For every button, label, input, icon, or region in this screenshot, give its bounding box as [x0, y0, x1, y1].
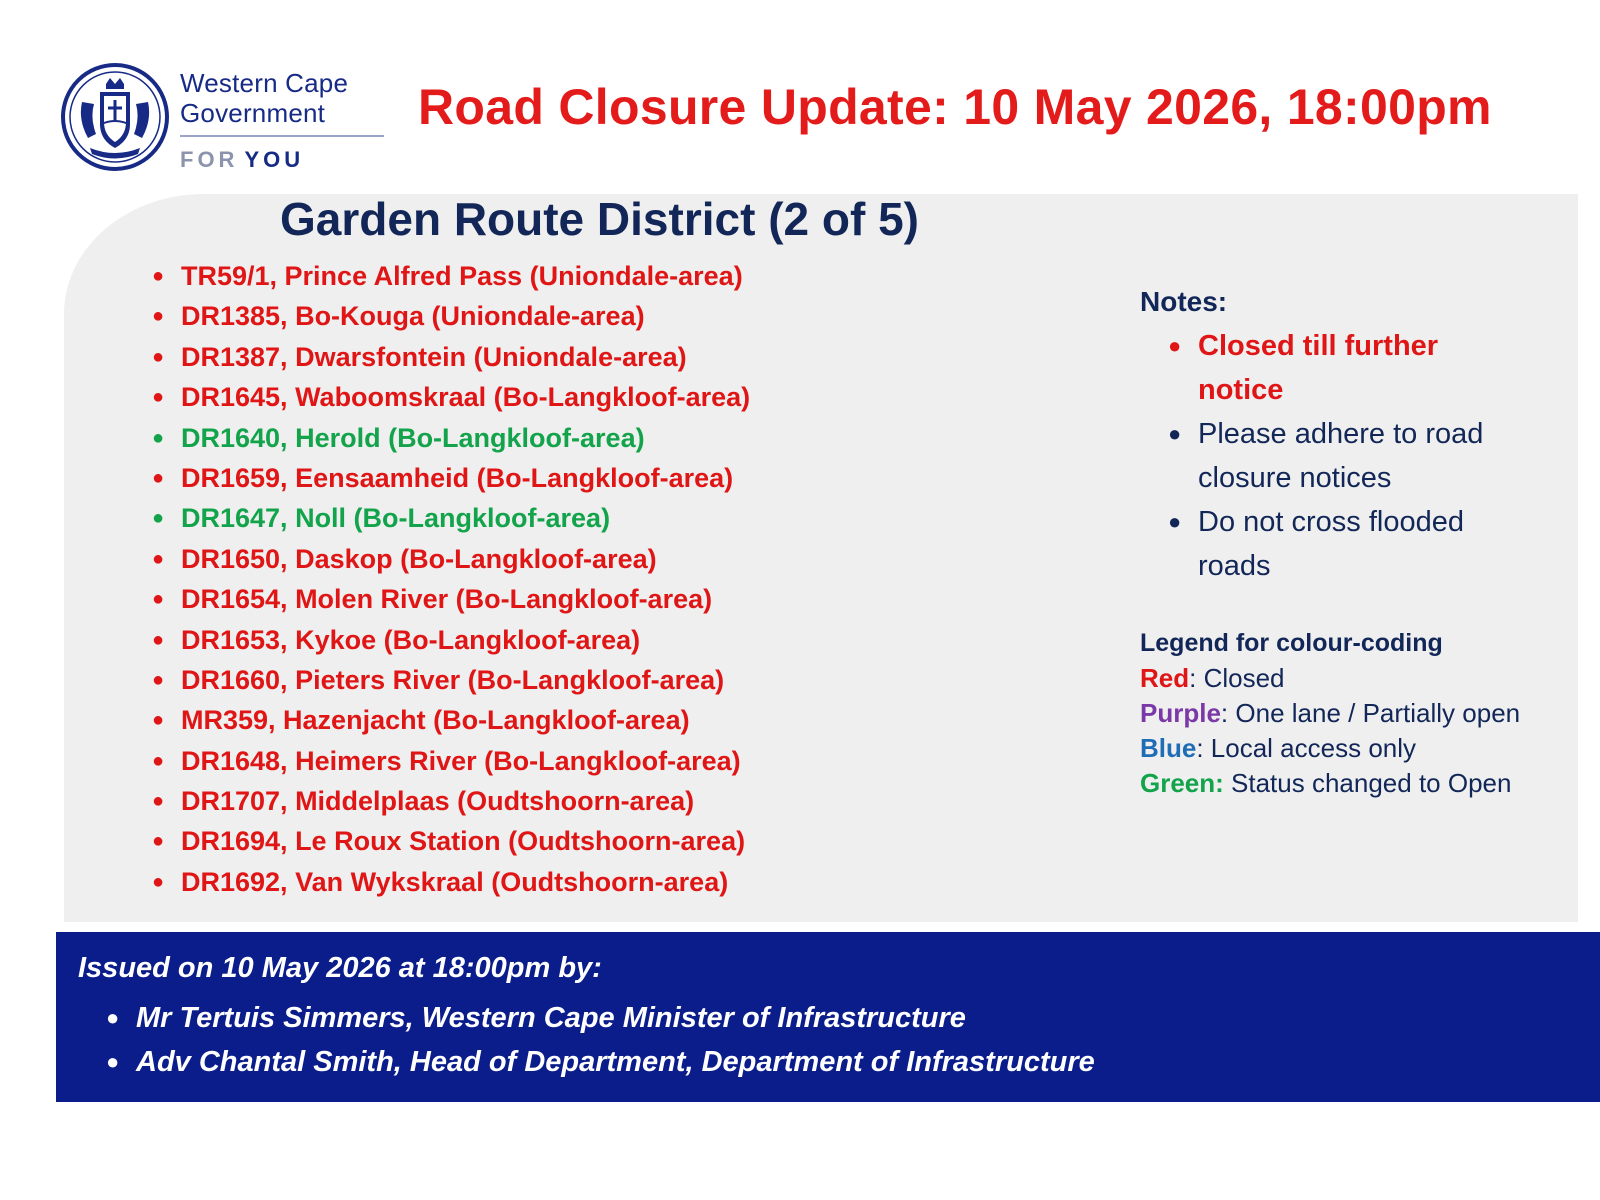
bullet-icon: ●: [152, 749, 165, 772]
bullet-icon: ●: [152, 830, 165, 853]
road-text: DR1385, Bo-Kouga (Uniondale-area): [181, 301, 645, 332]
note-line: Do not cross flooded: [1198, 506, 1464, 538]
road-text: DR1692, Van Wykskraal (Oudtshoorn-area): [181, 866, 729, 897]
road-text: DR1645, Waboomskraal (Bo-Langkloof-area): [181, 382, 751, 413]
road-text: DR1694, Le Roux Station (Oudtshoorn-area): [181, 826, 746, 857]
issuer-text: Adv Chantal Smith, Head of Department, Department of Infrastructure: [136, 1046, 1095, 1078]
road-item: [150, 458, 750, 498]
bullet-icon: ●: [152, 345, 165, 368]
bullet-icon: ●: [152, 790, 165, 813]
road-item: [150, 821, 750, 861]
road-item: [150, 377, 750, 417]
legend-item-purple: [1140, 696, 1536, 731]
legend-key: Blue: [1140, 733, 1197, 763]
road-item: [150, 862, 750, 902]
issuer-list: [106, 996, 1095, 1084]
road-item: [150, 498, 750, 538]
bullet-icon: ●: [152, 628, 165, 651]
road-item: [150, 781, 750, 821]
road-text: DR1650, Daskop (Bo-Langkloof-area): [181, 543, 657, 574]
note-line: Closed till further: [1198, 330, 1439, 362]
legend-key: Red: [1140, 663, 1190, 693]
legend-item-blue: [1140, 731, 1536, 766]
notes-list: [1140, 324, 1540, 588]
legend-desc: Local access only: [1203, 733, 1417, 763]
note-line: roads: [1198, 550, 1271, 582]
colour-legend: [1140, 626, 1536, 801]
district-heading: Garden Route District (2 of 5): [280, 193, 919, 245]
bullet-icon: ●: [152, 265, 165, 287]
issuer-item: [106, 1040, 1095, 1084]
bullet-icon: ●: [152, 668, 165, 691]
road-text: DR1387, Dwarsfontein (Uniondale-area): [181, 341, 687, 372]
legend-sep: :: [1220, 698, 1229, 728]
logo-tag-you: YOU: [244, 147, 305, 172]
road-text: TR59/1, Prince Alfred Pass (Uniondale-area): [181, 261, 743, 291]
note-line: Please adhere to road: [1198, 418, 1484, 450]
legend-item-green: [1140, 766, 1536, 801]
road-item: [150, 296, 750, 336]
logo-tagline: [180, 147, 390, 173]
bullet-icon: ●: [152, 426, 165, 449]
road-text: DR1707, Middelplaas (Oudtshoorn-area): [181, 786, 695, 817]
road-item: [150, 660, 750, 700]
road-text: DR1648, Heimers River (Bo-Langkloof-area): [181, 745, 741, 776]
road-closure-list: [150, 256, 750, 902]
bullet-icon: ●: [152, 386, 165, 409]
bullet-icon: ●: [1168, 509, 1182, 534]
road-text: DR1659, Eensaamheid (Bo-Langkloof-area): [181, 462, 734, 493]
legend-sep: :: [1196, 733, 1204, 763]
legend-desc: Closed: [1196, 663, 1285, 693]
road-text: DR1647, Noll (Bo-Langkloof-area): [181, 503, 611, 534]
road-text: DR1640, Herold (Bo-Langkloof-area): [181, 422, 645, 453]
government-logo: [58, 60, 388, 175]
issuer-item: [106, 996, 1095, 1040]
bullet-icon: ●: [152, 305, 165, 328]
bullet-icon: ●: [152, 588, 165, 611]
bullet-icon: ●: [152, 870, 165, 893]
notes-section: [1140, 282, 1540, 588]
logo-name-line2: Government: [180, 98, 326, 128]
road-text: MR359, Hazenjacht (Bo-Langkloof-area): [181, 705, 690, 736]
road-item: [150, 539, 750, 579]
issued-by-footer: [56, 932, 1600, 1102]
road-item: [150, 418, 750, 458]
bullet-icon: ●: [152, 709, 165, 732]
road-text: DR1660, Pieters River (Bo-Langkloof-area): [181, 664, 725, 695]
bullet-icon: ●: [106, 1005, 120, 1030]
bullet-icon: ●: [152, 547, 165, 570]
notes-title: Notes:: [1140, 286, 1228, 317]
legend-key: Green:: [1140, 768, 1224, 798]
bullet-icon: ●: [152, 466, 165, 489]
legend-title: Legend for colour-coding: [1140, 629, 1443, 657]
note-item: [1140, 324, 1540, 412]
road-item: [150, 700, 750, 740]
coat-of-arms-icon: [60, 62, 170, 172]
bullet-icon: ●: [152, 507, 165, 530]
road-item: [150, 256, 750, 296]
logo-tag-for: FOR: [180, 147, 239, 172]
note-item: [1140, 412, 1540, 500]
legend-desc: Status changed to Open: [1223, 768, 1512, 798]
note-line: notice: [1198, 374, 1284, 406]
legend-key: Purple: [1140, 698, 1221, 728]
road-item: [150, 337, 750, 377]
issuer-text: Mr Tertuis Simmers, Western Cape Minister of Infrastructure: [136, 1002, 966, 1034]
bullet-icon: ●: [106, 1049, 120, 1074]
bullet-icon: ●: [1168, 421, 1182, 446]
road-item: [150, 620, 750, 660]
note-line: closure notices: [1198, 462, 1392, 494]
legend-sep: :: [1189, 663, 1197, 693]
legend-desc: One lane / Partially open: [1228, 698, 1521, 728]
road-item: [150, 579, 750, 619]
legend-item-red: [1140, 661, 1536, 696]
logo-divider: [180, 135, 384, 137]
road-item: [150, 741, 750, 781]
note-item: [1140, 500, 1540, 588]
logo-name-line1: Western Cape: [180, 68, 349, 98]
road-text: DR1653, Kykoe (Bo-Langkloof-area): [181, 624, 641, 655]
page-title: Road Closure Update: 10 May 2026, 18:00pm: [418, 79, 1492, 135]
bullet-icon: ●: [1168, 333, 1182, 358]
issued-statement: Issued on 10 May 2026 at 18:00pm by:: [78, 952, 602, 984]
road-text: DR1654, Molen River (Bo-Langkloof-area): [181, 584, 713, 615]
logo-wordmark: [180, 68, 390, 173]
